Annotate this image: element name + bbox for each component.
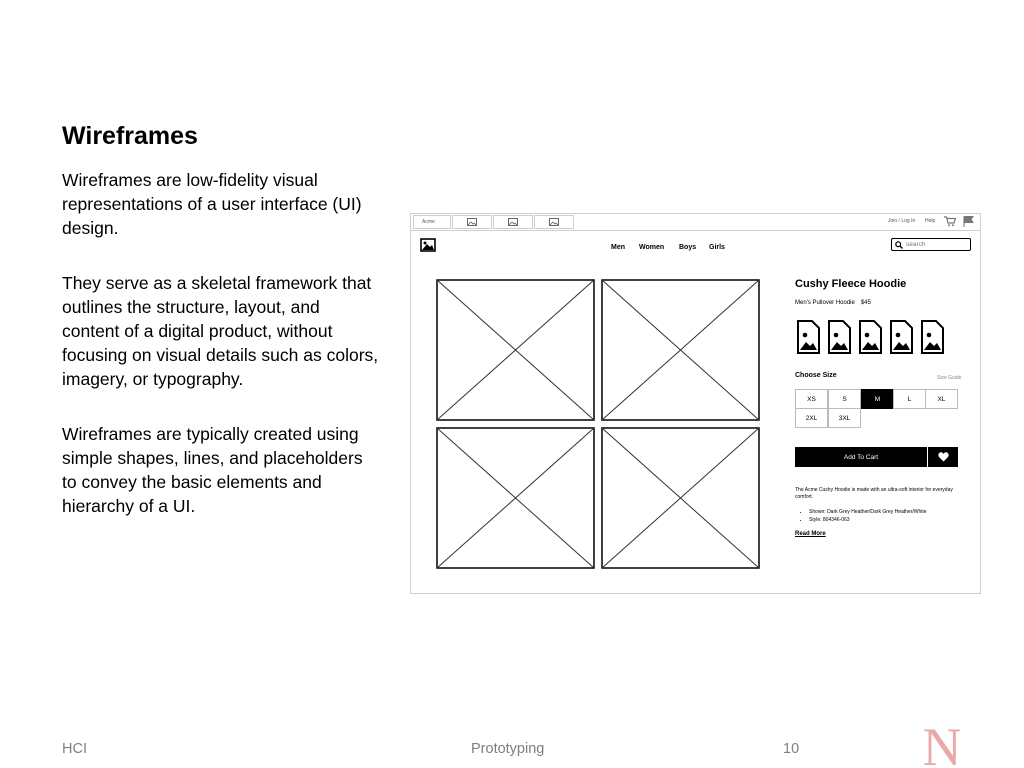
nav-women: Women [639,244,665,251]
size-option-xl: XL [925,389,958,409]
browser-tab-bar [411,214,980,231]
nav-girls: Girls [709,244,725,251]
svg-text:N: N [922,718,962,768]
product-details-list [803,508,927,524]
nav-men: Men [611,244,625,251]
footer-topic: Prototyping [471,741,545,757]
paragraph-purpose: They serve as a skeletal framework that outlines the structure, layout, and content of a digital product, without focusing on visual details such as colors, imagery, or typography. [62,273,379,389]
image-placeholder [601,427,760,569]
read-more-link: Read More [795,531,826,537]
paragraph-method: Wireframes are typically created using simple shapes, lines, and placeholders to convey the basic elements and hierarchy of a UI. [62,424,363,516]
search-icon [895,241,903,249]
file-image-icon [860,321,881,353]
size-option-l: L [893,389,926,409]
logo-image-icon [420,238,436,252]
image-placeholder [436,279,595,421]
browser-tab [452,215,492,229]
nav-boys: Boys [679,244,697,251]
size-option-xs: XS [795,389,828,409]
paragraph-definition: Wireframes are low-fidelity visual representations of a user interface (UI) design. [62,170,362,238]
file-image-icon [891,321,912,353]
file-image-icon [922,321,943,353]
size-option-s: S [828,389,861,409]
browser-tab [493,215,533,229]
search-field: search [891,238,971,251]
browser-tab-acme: Acme [413,215,451,229]
slide-body [62,168,382,549]
size-option-m-selected: M [861,389,894,409]
page-number: 10 [783,741,800,757]
file-image-icon [798,321,819,353]
detail-item: • Shown: Dark Grey Heather/Dark Grey Heather/White [809,508,927,516]
join-login-link: Join / Log In [888,218,916,224]
detail-item: • Style: 804346-063 [809,516,927,524]
browser-tab [534,215,574,229]
product-price: $45 [860,300,871,306]
help-link: Help [925,218,936,224]
favorite-button [928,447,958,467]
image-icon [508,218,518,226]
slide-title: Wireframes [62,122,198,150]
wireframe-illustration [410,213,981,594]
choose-size-label: Choose Size [795,372,837,379]
product-description: The Acme Cushy Hoodie is made with an ultra-soft interior for everyday comfort. [795,487,953,500]
image-icon [549,218,559,226]
add-to-cart-button: Add To Cart [795,447,927,467]
product-subtitle: Men's Pullover Hoodie $45 [795,300,871,306]
university-logo [912,718,972,768]
flag-icon [963,216,975,227]
image-placeholder [601,279,760,421]
thumbnail-row [797,320,947,354]
image-icon [467,218,477,226]
size-option-2xl: 2XL [795,408,828,428]
size-option-3xl: 3XL [828,408,861,428]
size-guide-link: Size Guide [937,375,962,381]
file-image-icon [829,321,850,353]
heart-icon [938,452,949,462]
image-placeholder [436,427,595,569]
product-title: Cushy Fleece Hoodie [795,278,907,290]
cart-icon [944,216,956,227]
footer-course: HCI [62,741,87,757]
